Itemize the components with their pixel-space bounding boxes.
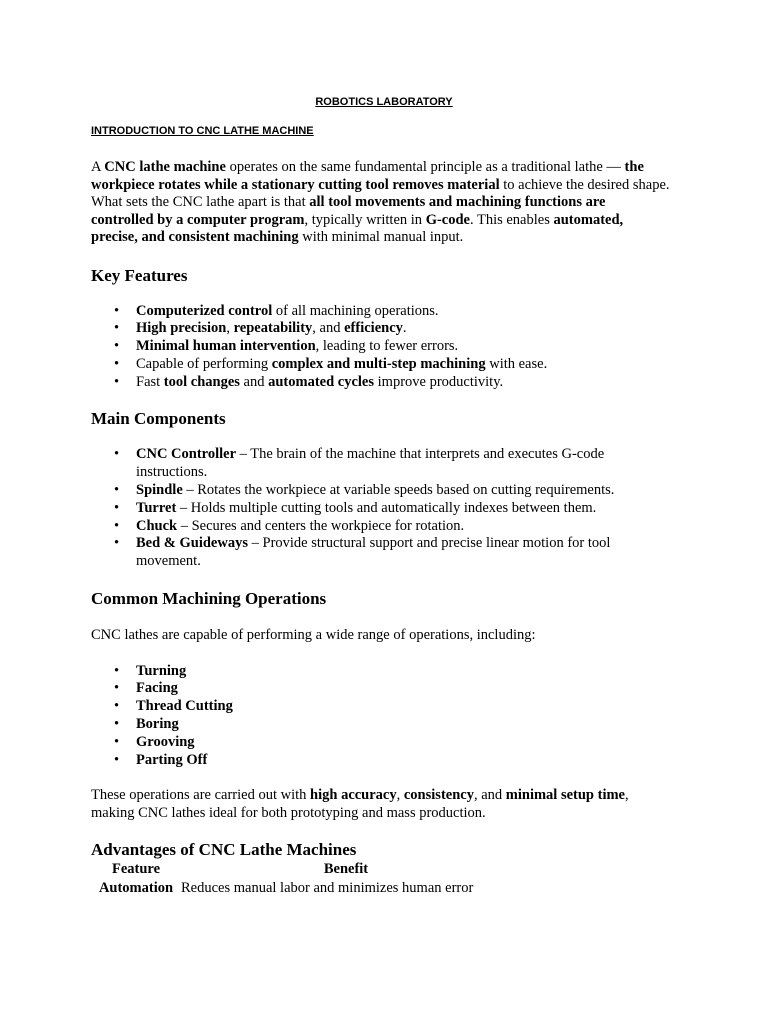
operations-closing — [91, 787, 671, 822]
bold-run: Facing — [136, 680, 178, 697]
text-run: , — [396, 787, 404, 804]
list-item — [136, 374, 671, 392]
list-item — [136, 446, 671, 482]
bold-run: automated, precise, and consistent machining — [91, 211, 624, 245]
bold-run: automated cycles — [268, 373, 375, 390]
key-features-heading: Key Features — [91, 265, 188, 285]
list-item — [136, 535, 671, 571]
table-cell: Reduces manual labor and minimizes human error — [181, 880, 474, 897]
bold-run: Grooving — [136, 733, 195, 750]
bold-run: minimal setup time — [505, 787, 625, 804]
bold-run: Chuck — [136, 517, 178, 534]
document-body — [91, 159, 671, 898]
text-run: , and — [473, 787, 506, 804]
list-item — [136, 716, 671, 734]
text-run: A — [91, 159, 105, 175]
text-run: with ease. — [485, 355, 548, 372]
bold-run: Turning — [136, 662, 187, 679]
main-components-list — [91, 446, 671, 571]
advantages-heading: Advantages of CNC Lathe Machines — [91, 840, 357, 860]
list-item — [136, 663, 671, 681]
bold-run: Parting Off — [136, 751, 208, 768]
intro-paragraph-1 — [91, 159, 671, 194]
list-item — [136, 500, 671, 518]
advantages-table — [91, 860, 671, 898]
bold-run: Bed & Guideways — [136, 535, 248, 552]
text-run: , — [226, 320, 234, 337]
main-components-heading: Main Components — [91, 409, 226, 429]
table-header-row — [91, 860, 671, 879]
text-run: to achieve the desired shape. — [499, 176, 670, 193]
list-item — [136, 734, 671, 752]
table-header-cell: Benefit — [323, 861, 369, 878]
text-run: with minimal manual input. — [298, 229, 464, 245]
list-item — [136, 680, 671, 698]
list-item — [136, 338, 671, 356]
bold-run: High precision — [136, 320, 227, 337]
text-run: – Holds multiple cutting tools and automatically indexes between them. — [176, 499, 597, 516]
bold-run: Thread Cutting — [136, 698, 233, 715]
document-title: ROBOTICS LABORATORY — [315, 96, 453, 108]
intro-paragraph-2 — [91, 194, 671, 247]
bold-run: tool changes — [163, 373, 240, 390]
text-run: – Provide structural support and precise linear motion for tool movement. — [136, 535, 611, 570]
text-run: , typically written in — [304, 211, 426, 228]
text-run: – Secures and centers the workpiece for rotation. — [177, 517, 465, 534]
bold-run: CNC Controller — [136, 446, 237, 463]
list-item — [136, 356, 671, 374]
bold-run: the workpiece rotates while a stationary cutting tool removes material — [91, 159, 644, 193]
text-run: of all machining operations. — [272, 302, 439, 319]
bold-run: Turret — [136, 499, 177, 516]
section-title: INTRODUCTION TO CNC LATHE MACHINE — [91, 125, 314, 137]
table-cell: Automation — [98, 880, 174, 897]
text-run: , leading to fewer errors. — [315, 338, 459, 355]
list-item — [136, 752, 671, 770]
table-header-cell: Feature — [111, 861, 161, 878]
text-run: improve productivity. — [374, 373, 504, 390]
text-run: . — [402, 320, 407, 337]
text-run: Capable of performing — [136, 355, 272, 372]
bold-run: efficiency — [344, 320, 403, 337]
operations-heading: Common Machining Operations — [91, 589, 327, 609]
list-item — [136, 482, 671, 500]
table-row — [91, 879, 671, 898]
text-run: These operations are carried out with — [91, 787, 311, 804]
bold-run: repeatability — [233, 320, 313, 337]
bold-run: Boring — [136, 715, 179, 732]
text-run: – The brain of the machine that interprets and executes G-code instructions. — [136, 446, 605, 481]
list-item — [136, 303, 671, 321]
text-run: What sets the CNC lathe apart is that — [91, 194, 310, 210]
text-run: – Rotates the workpiece at variable speeds based on cutting requirements. — [182, 482, 615, 499]
bold-run: high accuracy — [310, 787, 397, 804]
text-run: . This enables — [469, 211, 554, 228]
text-run: Fast — [136, 373, 164, 390]
list-item — [136, 698, 671, 716]
operations-list — [91, 663, 671, 770]
operations-intro: CNC lathes are capable of performing a wide range of operations, including: — [91, 627, 536, 644]
bold-run: Minimal human intervention — [136, 338, 316, 355]
text-run: , making CNC lathes ideal for both prototyping and mass production. — [91, 787, 629, 821]
bold-run: Spindle — [136, 482, 183, 499]
text-run: operates on the same fundamental principle as a traditional lathe — — [225, 159, 625, 175]
bold-run: complex and multi-step machining — [271, 355, 486, 372]
text-run: and — [239, 373, 269, 390]
bold-run: consistency — [403, 787, 474, 804]
bold-run: CNC lathe machine — [104, 159, 226, 175]
text-run: , and — [312, 320, 345, 337]
list-item — [136, 518, 671, 536]
bold-run: G-code — [425, 211, 470, 228]
bold-run: Computerized control — [136, 302, 273, 319]
bold-run: all tool movements and machining functions are controlled by a computer program — [91, 194, 606, 228]
list-item — [136, 320, 671, 338]
key-features-list — [91, 303, 671, 392]
